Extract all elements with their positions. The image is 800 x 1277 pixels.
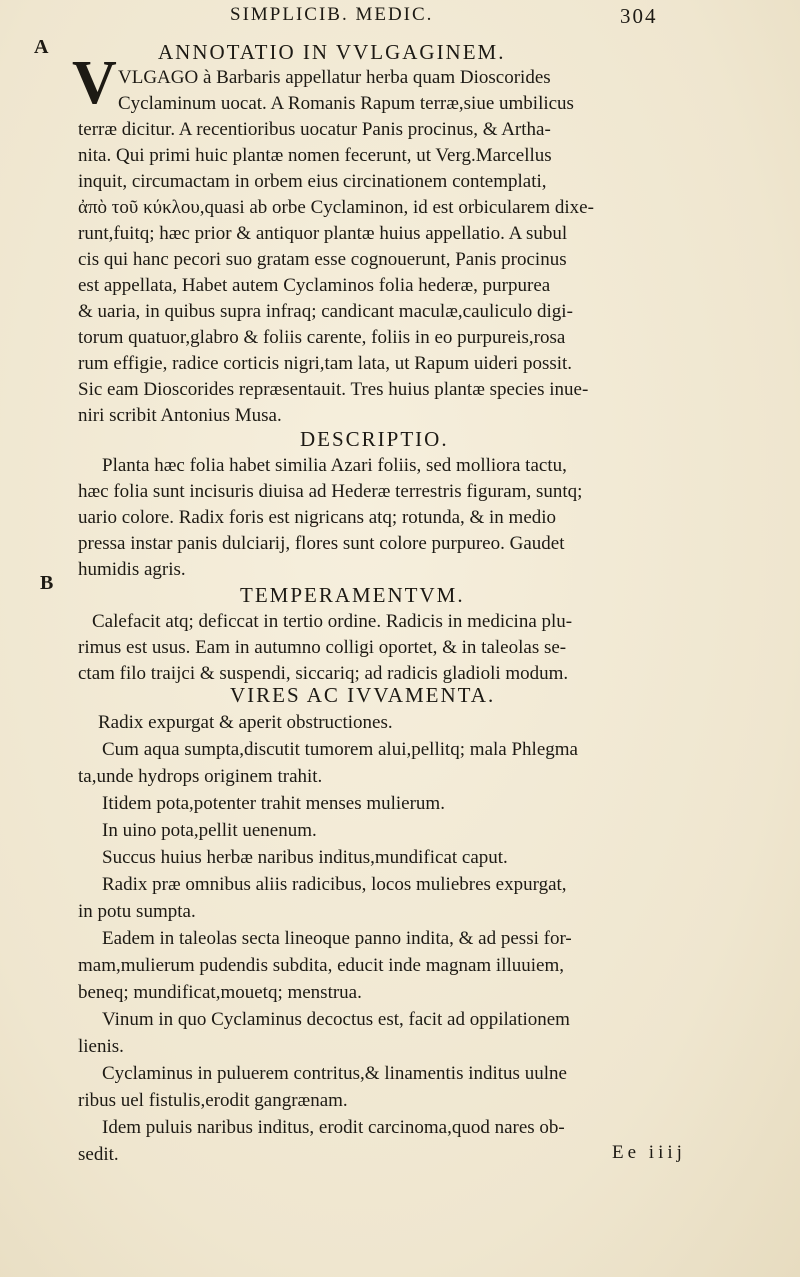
running-title: SIMPLICIB. MEDIC. — [230, 4, 434, 25]
text-line: Idem puluis naribus inditus, erodit carcinoma,quod nares ob- — [102, 1117, 565, 1138]
text-line: ἀπὸ τοῦ κύκλου,quasi ab orbe Cyclaminon, id est orbicularem dixe- — [78, 197, 594, 218]
text-line: nita. Qui primi huic plantæ nomen fecerunt, ut Verg.Marcellus — [78, 145, 552, 166]
text-line: rimus est usus. Eam in autumno colligi oportet, & in taleolas se- — [78, 637, 567, 658]
text-line: lienis. — [78, 1036, 124, 1057]
text-line: niri scribit Antonius Musa. — [78, 405, 282, 426]
descriptio-paragraph — [78, 453, 718, 583]
text-line: Calefacit atq; deficcat in tertio ordine. Radicis in medicina plu- — [92, 611, 573, 632]
text-line: Vinum in quo Cyclaminus decoctus est, facit ad oppilationem — [102, 1009, 570, 1030]
temperamentum-paragraph — [78, 609, 718, 687]
text-line: uario colore. Radix foris est nigricans atq; rotunda, & in medio — [78, 507, 557, 528]
signature-mark: Ee iiij — [612, 1142, 686, 1163]
text-line: Cyclaminum uocat. A Romanis Rapum terræ,siue umbilicus — [118, 93, 574, 114]
text-line: est appellata, Habet autem Cyclaminos folia hederæ, purpurea — [78, 275, 551, 296]
text-line: runt,fuitq; hæc prior & antiquor plantæ huius appellatio. A subul — [78, 223, 568, 244]
text-line: Succus huius herbæ naribus inditus,mundificat caput. — [102, 847, 508, 868]
text-line: Radix præ omnibus aliis radicibus, locos muliebres expurgat, — [102, 874, 567, 895]
annotatio-paragraph — [78, 117, 718, 429]
text-line: terræ dicitur. A recentioribus uocatur Panis procinus, & Artha- — [78, 119, 551, 140]
text-line: Cum aqua sumpta,discutit tumorem alui,pellitq; mala Phlegma — [102, 739, 578, 760]
text-line: beneq; mundificat,mouetq; menstrua. — [78, 982, 362, 1003]
descriptio-heading: DESCRIPTIO. — [300, 427, 449, 451]
margin-letter-b: B — [40, 572, 54, 594]
drop-cap: V — [72, 49, 117, 117]
text-line: pressa instar panis dulciarij, flores sunt colore purpureo. Gaudet — [78, 533, 565, 554]
text-line: humidis agris. — [78, 559, 186, 580]
vires-paragraph — [78, 710, 718, 1169]
text-line: ta,unde hydrops originem trahit. — [78, 766, 323, 787]
text-line: Sic eam Dioscorides repræsentauit. Tres huius plantæ species inue- — [78, 379, 589, 400]
text-line: Eadem in taleolas secta lineoque panno indita, & ad pessi for- — [102, 928, 572, 949]
text-line: Cyclaminus in puluerem contritus,& linamentis inditus uulne — [102, 1063, 567, 1084]
text-line: VLGAGO à Barbaris appellatur herba quam Dioscorides — [118, 67, 551, 88]
annotatio-heading: ANNOTATIO IN VVLGAGINEM. — [158, 40, 506, 64]
page-number: 304 — [620, 4, 658, 28]
text-line: sedit. — [78, 1144, 119, 1165]
text-line: Planta hæc folia habet similia Azari foliis, sed molliora tactu, — [102, 455, 567, 476]
text-line: in potu sumpta. — [78, 901, 196, 922]
temperamentum-heading: TEMPERAMENTVM. — [240, 583, 465, 607]
text-line: Radix expurgat & aperit obstructiones. — [98, 712, 393, 733]
text-line: rum effigie, radice corticis nigri,tam lata, ut Rapum uideri possit. — [78, 353, 573, 374]
text-line: In uino pota,pellit uenenum. — [102, 820, 317, 841]
text-line: cis qui hanc pecori suo gratam esse cognouerunt, Panis procinus — [78, 249, 567, 270]
text-line: Itidem pota,potenter trahit menses mulierum. — [102, 793, 445, 814]
text-line: & uaria, in quibus supra infraq; candicant maculæ,cauliculo digi- — [78, 301, 573, 322]
text-line: mam,mulierum pudendis subdita, educit inde magnam illuuiem, — [78, 955, 564, 976]
vires-heading: VIRES AC IVVAMENTA. — [230, 683, 496, 707]
text-line: inquit, circumactam in orbem eius circinationem contemplati, — [78, 171, 547, 192]
annotatio-first-lines — [118, 65, 718, 117]
text-line: hæc folia sunt incisuris diuisa ad Hederæ terrestris figuram, suntq; — [78, 481, 583, 502]
text-line: ribus uel fistulis,erodit gangrænam. — [78, 1090, 348, 1111]
text-line: ctam filo traijci & suspendi, siccariq; ad radicis gladioli modum. — [78, 663, 569, 684]
text-line: torum quatuor,glabro & foliis carente, foliis in eo purpureis,rosa — [78, 327, 566, 348]
margin-letter-a: A — [34, 36, 49, 58]
